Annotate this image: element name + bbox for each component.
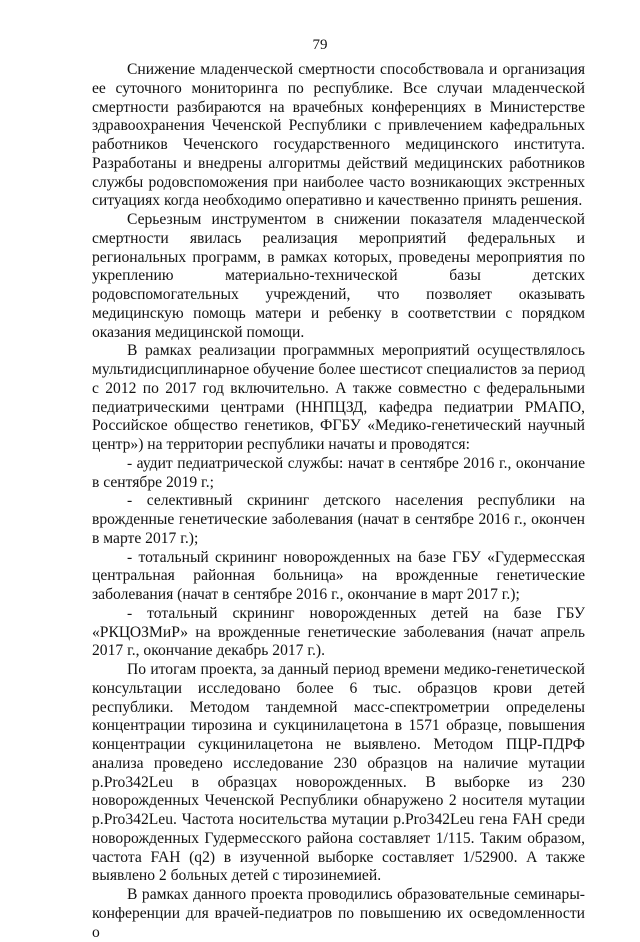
paragraph-project-results: По итогам проекта, за данный период времени медико-генетической консультации исследовано более 6 тыс. образцов крови детей республики. Методом тандемной масс-спектрометрии определены концентрации тирозина и сукцинилацетона в 1571 образце, повышения концентрации сукцинилацетона не выявлено. Методом ПЦР-ПДРФ анализа проведено исследование 230 образцов на наличие мутации p.Pro342Leu в образцах новорожденных. В выборке из 230 новорожденных Чеченской Республики обнаружено 2 носителя мутации p.Pro342Leu. Частота носительства мутации p.Pro342Leu гена FAH среди новорожденных Гудермесского района составляет 1/115. Таким образом, частота FAH (q2) в изученной выборке составляет 1/52900. А также выявлено 2 больных детей с тирозинемией. [92, 661, 585, 885]
paragraph-training: В рамках реализации программных мероприятий осуществлялось мультидисциплинарное обучение более шестисот специалистов за период с 2012 по 2017 год включительно. А также совместно с федеральными педиатрическими центрами (ННПЦЗД, кафедра педиатрии РМАПО, Российское общество генетиков, ФГБУ «Медико-генетический научный центр») на территории республики начаты и проводятся: [92, 342, 585, 453]
list-item-total-screening-rkcozmir: - тотальный скрининг новорожденных детей на базе ГБУ «РКЦОЗМиР» на врожденные генетические заболевания (начат апрель 2017 г., окончание декабрь 2017 г.). [92, 604, 585, 660]
list-item-selective-screening: - селективный скрининг детского населения республики на врожденные генетические заболевания (начат в сентябре 2016 г., окончен в марте 2017 г.); [92, 492, 585, 547]
paragraph-seminars: В рамках данного проекта проводились образовательные семинары-конференции для врачей-педиатров по повышению их осведомленности о [92, 886, 585, 941]
body-text [92, 61, 585, 942]
paragraph-infant-mortality-monitoring: Снижение младенческой смертности способствовала и организация ее суточного мониторинга по республике. Все случаи младенческой смертности разбираются на врачебных конференциях в Министерстве здравоохранения Чеченской Республики с привлечением кафедральных работников Чеченского государственного медицинского института. Разработаны и внедрены алгоритмы действий медицинских работников службы родовспоможения при наиболее часто возникающих экстренных ситуациях когда необходимо оперативно и качественно принять решения. [92, 61, 585, 210]
paragraph-programs: Серьезным инструментом в снижении показателя младенческой смертности явилась реализация мероприятий федеральных и региональных программ, в рамках которых, проведены мероприятия по укреплению материально-технической базы детских родовспомогательных учреждений, что позволяет оказывать медицинскую помощь матери и ребенку в соответствии с порядком оказания медицинской помощи. [92, 211, 585, 341]
page-number: 79 [312, 37, 328, 53]
list-item-audit: - аудит педиатрической службы: начат в сентябре 2016 г., окончание в сентябре 2019 г.; [92, 454, 585, 491]
list-item-total-screening-gudermes: - тотальный скрининг новорожденных на базе ГБУ «Гудермесская центральная районная больница» на врожденные генетические заболевания (начат в сентябре 2016 г., окончание в март 2017 г.); [92, 548, 585, 603]
